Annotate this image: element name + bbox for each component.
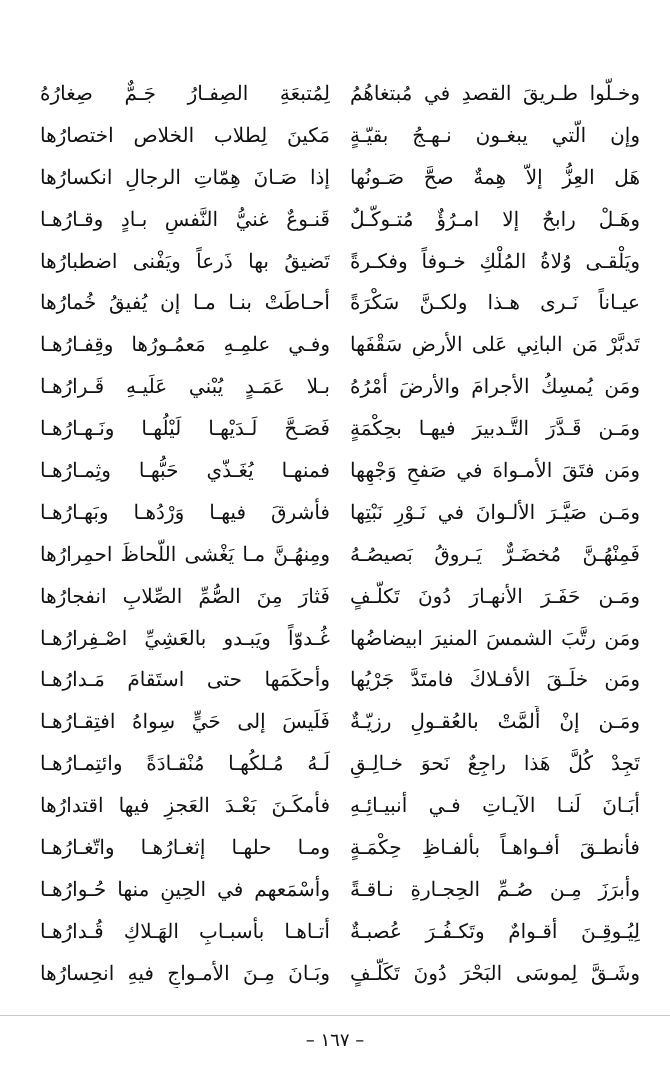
verse-line: [40, 198, 640, 240]
verse-second-hemistich: فَثارَ مِنَ الصُّمِّ الصِّلابِ انفجارُها: [40, 583, 330, 608]
verse-line: [40, 910, 640, 952]
verse-line: [40, 575, 640, 617]
verse-first-hemistich: ومَـن حَفَـرَ الأنهـارَ دُونَ تَكلُّـفٍ: [350, 583, 640, 608]
verse-second-hemistich: وأسْمَعهم في الحِينِ منها حُـوارُهـا: [40, 876, 330, 901]
verse-second-hemistich: وأحكَمَها حتى استَقامَ مَـدارُهـا: [40, 667, 330, 692]
verse-first-hemistich: ومَـن قَـدَّرَ التَّـدبيرَ فيهـا بحِكْمَةٍ: [350, 416, 640, 441]
verse-second-hemistich: مَكينَ لِطلاب الخلاص اختصارُها: [40, 122, 330, 147]
verse-first-hemistich: ومَن رتَّبَ الشمسَ المنيرَ ابيضاضُها: [350, 625, 640, 650]
verse-first-hemistich: هَل العِزُّ إلاّ هِمةٌ صحَّ صَـونُها: [350, 164, 640, 189]
verse-second-hemistich: لِمُتبعَةِ الصِفـارُ جَـمٌّ صِغارُهُ: [40, 80, 330, 105]
verse-line: [40, 449, 640, 491]
verse-line: [40, 952, 640, 994]
verse-second-hemistich: أتـاهـا بأسبـابِ الهَـلاكِ قُـدارُهـا: [40, 918, 330, 943]
verse-second-hemistich: فمنهـا يُغَـذّي حَبُّهـا وثِمـارُهـا: [40, 457, 330, 482]
verse-line: [40, 240, 640, 282]
verse-second-hemistich: وفـي علمِـهِ مَعمُـورُها وقِفـارُهـا: [40, 332, 330, 357]
verse-second-hemistich: أحـاطَتْ بنـا مـا إن يُفيقُ خُمارُها: [40, 290, 330, 315]
verse-line: [40, 617, 640, 659]
verse-line: [40, 281, 640, 323]
verse-first-hemistich: فَمِنْهُـنَّ مُخضَـرٌّ يَـروقُ بَصيصُـهُ: [350, 541, 640, 566]
verse-second-hemistich: ومـا حلهـا إثغـارُهـا واتّغـارُهـا: [40, 834, 330, 859]
verse-second-hemistich: بـلا عَمَـدٍ يُبْني عَلَيـهِ قَـرارُهـا: [40, 374, 330, 399]
verse-first-hemistich: ومَن خلَـقَ الأفـلاكَ فامتَدَّ جَرْيُها: [350, 667, 640, 692]
verse-line: [40, 784, 640, 826]
verse-second-hemistich: ومِنهُـنَّ مـا يَغْشى اللّحاظَ احمِرارُها: [40, 541, 330, 566]
poem-body: [40, 72, 640, 994]
verse-line: [40, 491, 640, 533]
verse-line: [40, 114, 640, 156]
verse-line: [40, 407, 640, 449]
verse-line: [40, 533, 640, 575]
verse-second-hemistich: وبَـانَ مِـنَ الأمـواجِ فيهِ انحِسارُها: [40, 960, 330, 985]
footer-divider: [0, 1015, 670, 1016]
verse-second-hemistich: قَنـوعٌ غنيُّ النَّفسِ بـادٍ وقـارُهـا: [40, 206, 330, 231]
verse-first-hemistich: تَدبَّرْ مَن البانِي عَلى الأرضِ سَقْفَها: [350, 332, 640, 357]
verse-second-hemistich: إذا صَـانَ هِمّاتِ الرجالِ انكسارُها: [40, 164, 330, 189]
verse-line: [40, 365, 640, 407]
verse-first-hemistich: وأبرَزَ مِـن صُـمِّ الحِجـارةِ نـاقـةً: [350, 876, 640, 901]
verse-first-hemistich: ومَن يُمسِكُ الأجرامَ والأرضَ أمْرُهُ: [350, 374, 640, 399]
verse-first-hemistich: وهَـلْ رابحٌ إلا امـرُؤٌ مُتـوكّـلٌ: [350, 206, 640, 231]
verse-line: [40, 826, 640, 868]
verse-first-hemistich: وإن الّتي يبغـون نـهـجُ بقيّـةٍ: [350, 122, 640, 147]
verse-second-hemistich: فأمكَـنَ بَعْـدَ العَجزِ فيها اقتدارُها: [40, 793, 330, 818]
verse-first-hemistich: تَجِدْ كُلَّ هَذا راجِعٌ نَحوَ خـالِـقٍ: [350, 751, 640, 776]
verse-second-hemistich: غُـدوّاً ويَبـدو بالعَشِيِّ اصْـفِرارُهـا: [40, 625, 330, 650]
verse-first-hemistich: ومَن فتَقَ الأمـواهَ في صَفحِ وَجْهِها: [350, 457, 640, 482]
verse-line: [40, 868, 640, 910]
verse-first-hemistich: ومَـن صَيَّـرَ الألـوانَ في نَـوْرِ نَبْتِها: [350, 499, 640, 524]
verse-first-hemistich: وشَـقَّ لِموسَى البَحْرَ دُونَ تَكَلُّـفٍ: [350, 960, 640, 985]
verse-first-hemistich: أبَـانَ لَنـا الآيـاتِ فـي أنبيـائِـهِ: [350, 793, 640, 818]
verse-line: [40, 323, 640, 365]
verse-line: [40, 742, 640, 784]
verse-first-hemistich: عيـاناً نَـرى هـذا ولكـنَّ سَكْرَةً: [350, 290, 640, 315]
verse-second-hemistich: تَضيقُ بها ذَرعاً ويَفْنى اضطبارُها: [40, 248, 330, 273]
verse-line: [40, 72, 640, 114]
verse-second-hemistich: فَلَيسَ إلى حَيٍّ سِواهُ افتِقـارُهـا: [40, 709, 330, 734]
verse-second-hemistich: فَصَـحَّ لَـدَيْهـا لَيْلُهـا ونَـهـارُهـا: [40, 416, 330, 441]
verse-first-hemistich: ويَلْقـى وُلاةُ المُلْكِ خـوفاً وفكـرةً: [350, 248, 640, 273]
verse-first-hemistich: وخـلّوا طـريقَ القصدِ في مُبتغاهُمُ: [350, 80, 640, 105]
verse-second-hemistich: فأشرقَ فيهـا وَرْدُهـا وبَهـارُهـا: [40, 499, 330, 524]
verse-line: [40, 156, 640, 198]
verse-second-hemistich: لَـهُ مُـلكُهـا مُنْقـادَةً وائتِمـارُهـا: [40, 751, 330, 776]
verse-first-hemistich: لِيُـوقِـنَ أقـوامٌ وتَكـفُـرَ عُصبـةٌ: [350, 918, 640, 943]
verse-first-hemistich: فأنطـقَ أفـواهـاً بألفـاظِ حِكْمَـةٍ: [350, 834, 640, 859]
verse-line: [40, 658, 640, 700]
verse-first-hemistich: ومَـن إنْ أَلمَّتْ بالعُقـولِ رزيّـةٌ: [350, 709, 640, 734]
verse-line: [40, 700, 640, 742]
page-number: – ١٦٧ –: [305, 1030, 365, 1051]
